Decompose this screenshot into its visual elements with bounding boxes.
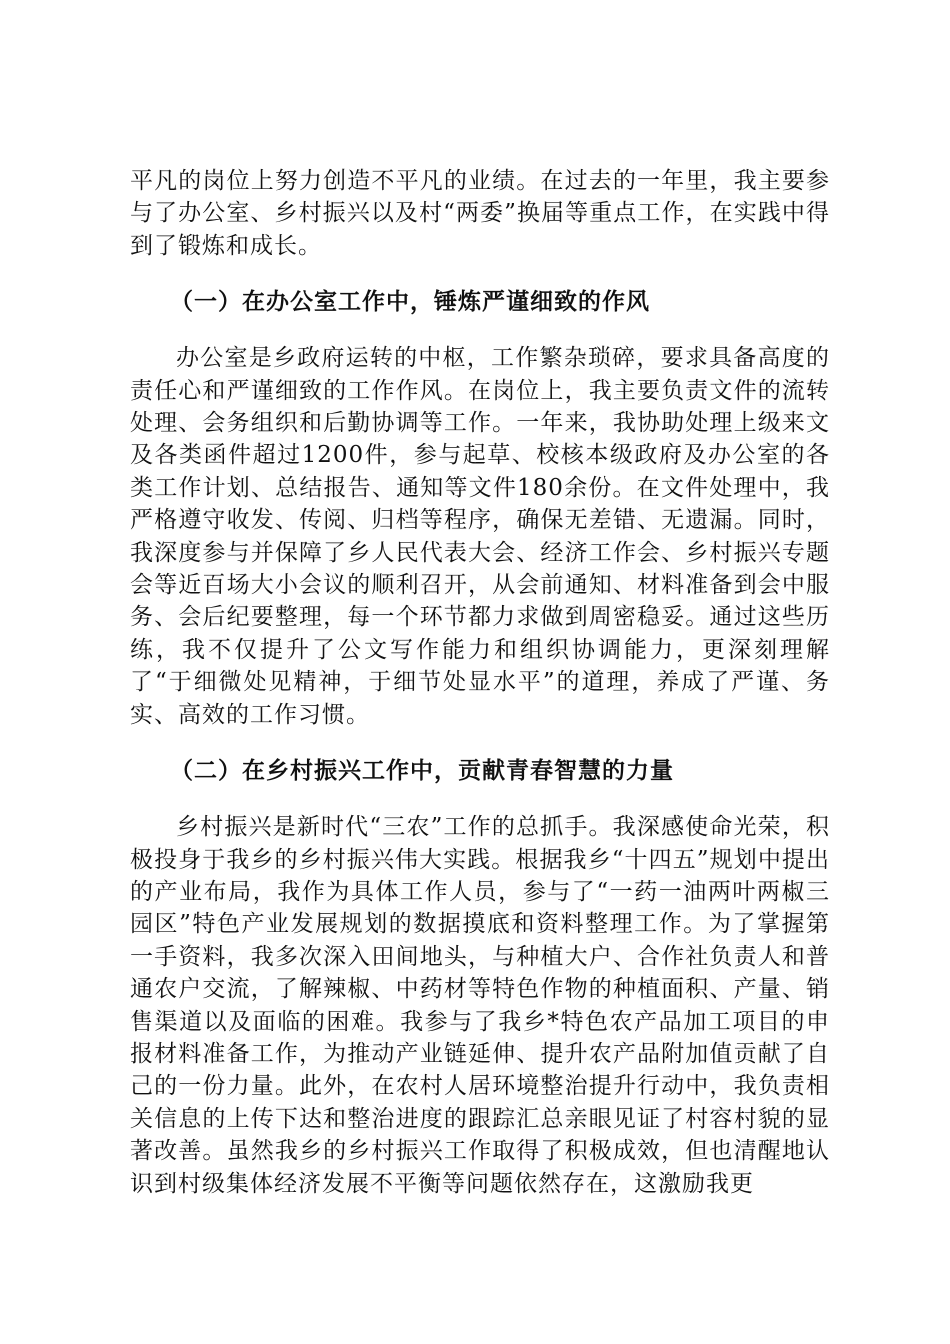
section-heading-rural-revitalization: （二）在乡村振兴工作中，贡献青春智慧的力量: [170, 757, 674, 785]
intro-paragraph: 平凡的岗位上努力创造不平凡的业绩。在过去的一年里，我主要参与了办公室、乡村振兴以及村“两委”换届等重点工作，在实践中得到了锻炼和成长。: [130, 168, 830, 259]
office-work-paragraph: 办公室是乡政府运转的中枢，工作繁杂琐碎，要求具备高度的责任心和严谨细致的工作作风。在岗位上，我主要负责文件的流转处理、会务组织和后勤协调等工作。一年来，我协助处理上级来文及各类函件超过1200件，参与起草、校核本级政府及办公室的各类工作计划、总结报告、通知等文件180余份。在文件处理中，我严格遵守收发、传阅、归档等程序，确保无差错、无遗漏。同时，我深度参与并保障了乡人民代表大会、经济工作会、乡村振兴专题会等近百场大小会议的顺利召开，从会前通知、材料准备到会中服务、会后纪要整理，每一个环节都力求做到周密稳妥。通过这些历练，我不仅提升了公文写作能力和组织协调能力，更深刻理解了“于细微处见精神，于细节处显水平”的道理，养成了严谨、务实、高效的工作习惯。: [130, 345, 830, 728]
rural-revitalization-paragraph: 乡村振兴是新时代“三农”工作的总抓手。我深感使命光荣，积极投身于我乡的乡村振兴伟大实践。根据我乡“十四五”规划中提出的产业布局，我作为具体工作人员，参与了“一药一油两叶两椒三园区”特色产业发展规划的数据摸底和资料整理工作。为了掌握第一手资料，我多次深入田间地头，与种植大户、合作社负责人和普通农户交流，了解辣椒、中药材等特色作物的种植面积、产量、销售渠道以及面临的困难。我参与了我乡*特色农产品加工项目的申报材料准备工作，为推动产业链延伸、提升农产品附加值贡献了自己的一份力量。此外，在农村人居环境整治提升行动中，我负责相关信息的上传下达和整治进度的跟踪汇总亲眼见证了村容村貌的显著改善。虽然我乡的乡村振兴工作取得了积极成效，但也清醒地认识到村级集体经济发展不平衡等问题依然存在，这激励我更: [130, 814, 830, 1197]
section-heading-office: （一）在办公室工作中，锤炼严谨细致的作风: [170, 288, 650, 316]
document-page: [130, 165, 830, 1200]
